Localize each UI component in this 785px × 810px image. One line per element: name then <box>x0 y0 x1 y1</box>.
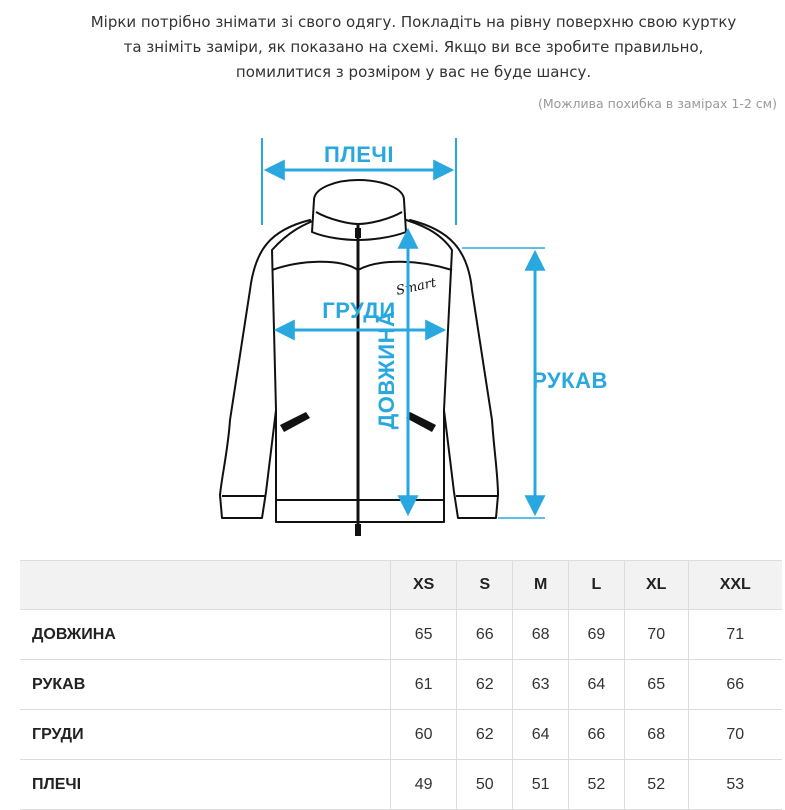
table-cell: 64 <box>569 660 625 710</box>
table-cell: 64 <box>513 710 569 760</box>
size-header: M <box>513 561 569 610</box>
table-cell: 65 <box>391 610 457 660</box>
table-row <box>20 660 782 710</box>
size-header: L <box>569 561 625 610</box>
jacket-hem <box>276 500 444 522</box>
size-header: XS <box>391 561 457 610</box>
table-row <box>20 760 782 810</box>
table-corner <box>20 561 391 610</box>
label-chest: ГРУДИ <box>322 298 396 323</box>
table-cell: 66 <box>457 610 513 660</box>
size-header: S <box>457 561 513 610</box>
table-cell: 71 <box>688 610 782 660</box>
table-cell: 62 <box>457 660 513 710</box>
table-cell: 68 <box>513 610 569 660</box>
table-cell: 68 <box>624 710 688 760</box>
measurement-error-note: (Можлива похибка в замірах 1-2 см) <box>537 96 777 111</box>
label-sleeve: РУКАВ <box>532 368 608 393</box>
jacket-body <box>272 218 452 500</box>
table-cell: 69 <box>569 610 625 660</box>
table-cell: 61 <box>391 660 457 710</box>
table-row <box>20 710 782 760</box>
label-shoulders: ПЛЕЧІ <box>324 142 394 167</box>
size-table <box>20 560 782 810</box>
table-cell: 66 <box>688 660 782 710</box>
row-label: ДОВЖИНА <box>20 610 391 660</box>
row-label: ПЛЕЧІ <box>20 760 391 810</box>
table-cell: 51 <box>513 760 569 810</box>
table-cell: 50 <box>457 760 513 810</box>
table-cell: 60 <box>391 710 457 760</box>
table-cell: 65 <box>624 660 688 710</box>
table-cell: 52 <box>624 760 688 810</box>
table-cell: 49 <box>391 760 457 810</box>
brand-logo: Smart <box>394 275 438 299</box>
table-row <box>20 610 782 660</box>
size-header: XXL <box>688 561 782 610</box>
intro-line: Мірки потрібно знімати зі свого одягу. Покладіть на рівну поверхню свою куртку <box>90 13 737 31</box>
intro-text <box>46 10 781 85</box>
jacket-measurement-diagram <box>0 120 785 540</box>
row-label: ГРУДИ <box>20 710 391 760</box>
size-header-row <box>20 561 782 610</box>
table-cell: 52 <box>569 760 625 810</box>
table-cell: 66 <box>569 710 625 760</box>
table-cell: 63 <box>513 660 569 710</box>
table-cell: 53 <box>688 760 782 810</box>
intro-line: та зніміть заміри, як показано на схемі. Якщо ви все зробите правильно, <box>123 38 704 56</box>
size-header: XL <box>624 561 688 610</box>
intro-line: помилитися з розміром у вас не буде шансу. <box>235 63 592 81</box>
row-label: РУКАВ <box>20 660 391 710</box>
label-length: ДОВЖИНА <box>374 310 399 430</box>
table-cell: 62 <box>457 710 513 760</box>
table-cell: 70 <box>688 710 782 760</box>
table-cell: 70 <box>624 610 688 660</box>
